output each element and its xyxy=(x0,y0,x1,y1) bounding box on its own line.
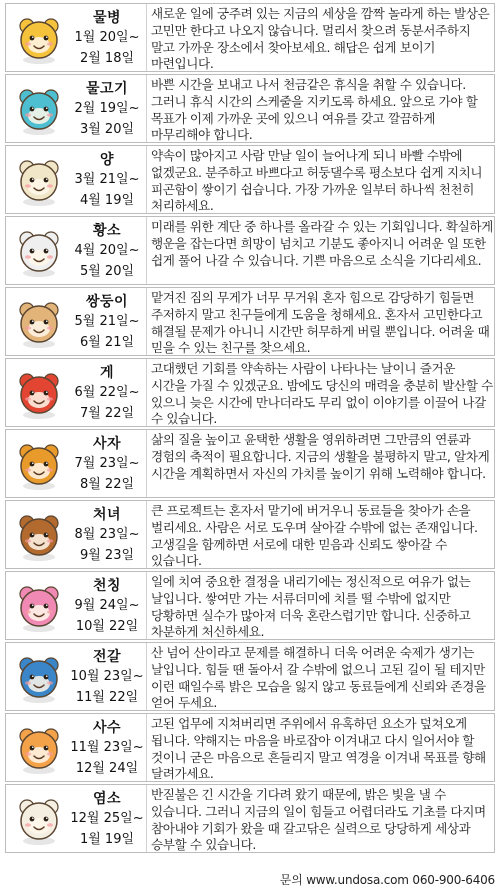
fortune-text: 고대했던 기회를 약속하는 사람이 나타나는 날이니 즐거운 시간을 가질 수 있겠군요. 밤에도 당신의 매력을 충분히 발산할 수 있으니 늦은 시간에 만나더라도 무리 없이 이야기를 이끌어 나갈 수 있습니다. xyxy=(151,361,493,427)
date-end: 7월 22일 xyxy=(79,406,135,421)
sign-header xyxy=(6,572,147,639)
horoscope-table xyxy=(5,3,495,855)
sign-header xyxy=(6,430,147,497)
sign-name: 처녀 xyxy=(92,507,122,523)
fortune-text: 미래를 위한 계단 중 하나를 올라갈 수 있는 기회입니다. 확실하게 행운을 잡는다면 희망이 넘치고 기분도 좋아지니 어려운 일 또한 쉽게 풀어 나갈 수 있습니다. 기쁜 마음으로 소식을 기다리세요. xyxy=(151,219,493,268)
aries-character-icon xyxy=(12,154,66,208)
date-start: 5월 21일~ xyxy=(74,314,140,329)
sign-header xyxy=(6,217,147,284)
date-end: 6월 21일 xyxy=(79,335,135,350)
sign-row-cancer xyxy=(5,358,495,427)
date-end: 5월 20일 xyxy=(79,264,135,279)
sign-header xyxy=(6,714,147,781)
sign-row-aries xyxy=(5,145,495,214)
pisces-character-icon xyxy=(12,83,66,137)
sign-row-libra xyxy=(5,571,495,640)
sign-row-taurus xyxy=(5,216,495,285)
date-start: 8월 23일~ xyxy=(74,527,140,542)
fortune-text: 산 넘어 산이라고 문제를 해결하니 더욱 어려운 숙제가 생기는 날입니다. 힘들 땐 돌아서 갈 수밖에 없으니 고된 길이 될 테지만 이런 때일수록 밝은 모습을 잃지 않고 동료들에게 신뢰와 존경을 얻어 두세요. xyxy=(151,645,486,711)
date-end: 4월 19일 xyxy=(79,193,135,208)
date-start: 6월 22일~ xyxy=(74,385,140,400)
sign-header xyxy=(6,643,147,710)
date-end: 9월 23일 xyxy=(79,548,135,563)
date-start: 3월 21일~ xyxy=(74,172,140,187)
sign-row-gemini xyxy=(5,287,495,356)
date-start: 12월 25일~ xyxy=(70,811,144,826)
sign-row-leo xyxy=(5,429,495,498)
date-end: 12월 24일 xyxy=(75,761,139,776)
date-end: 8월 22일 xyxy=(79,477,135,492)
date-end: 2월 18일 xyxy=(79,51,135,66)
sign-header xyxy=(6,359,147,426)
sign-name: 사수 xyxy=(92,720,122,736)
sign-name: 물병 xyxy=(92,10,122,26)
sign-row-capricorn xyxy=(5,784,495,853)
fortune-text: 고된 업무에 지쳐버리면 주위에서 유혹하던 요소가 덮쳐오게 됩니다. 약해지는 마음을 바로잡아 이겨내고 다시 일어서야 할 것이니 굳은 마음으로 흔들리지 말고 역경을 이겨내 목표를 향해 달려가세요. xyxy=(151,716,486,782)
sagittarius-character-icon xyxy=(12,722,66,776)
date-start: 11월 23일~ xyxy=(70,740,144,755)
fortune-text: 삶의 질을 높이고 윤택한 생활을 영위하려면 그만큼의 연륜과 경험의 축적이 필요합니다. 지금의 생활을 불평하지 말고, 알차게 시간을 계획하면서 자신의 가치를 높이기 위해 노력해야 합니다. xyxy=(151,432,490,481)
date-start: 2월 19일~ xyxy=(74,101,140,116)
date-start: 1월 20일~ xyxy=(74,30,140,45)
cancer-character-icon xyxy=(12,367,66,421)
sign-row-sagittarius xyxy=(5,713,495,782)
date-end: 1월 19일 xyxy=(79,832,135,847)
sign-name: 사자 xyxy=(92,436,122,452)
taurus-character-icon xyxy=(12,225,66,279)
sign-header xyxy=(6,785,147,852)
sign-header xyxy=(6,75,147,142)
date-start: 9월 24일~ xyxy=(74,598,140,613)
sign-name: 전갈 xyxy=(92,649,122,665)
sign-row-virgo xyxy=(5,500,495,569)
fortune-text: 새로운 일에 궁주려 있는 지금의 세상을 깜짝 놀라게 하는 발상은 고민만 한다고 나오지 않습니다. 멀리서 찾으려 동분서주하지 말고 가까운 장소에서 찾아보세요. 해답은 쉽게 보이기 마련입니다. xyxy=(151,6,490,72)
sign-row-scorpio xyxy=(5,642,495,711)
leo-character-icon xyxy=(12,438,66,492)
sign-header xyxy=(6,4,147,71)
sign-name: 염소 xyxy=(92,791,122,807)
sign-name: 황소 xyxy=(92,223,122,239)
sign-row-pisces xyxy=(5,74,495,143)
fortune-text: 약속이 많아지고 사람 만날 일이 늘어나게 되니 바빨 수밖에 없겠군요. 분주하고 바쁘다고 허둥댈수록 평소보다 쉽게 지치니 피곤함이 쌓이기 쉽습니다. 가장 가까운 일부터 하나씩 천천히 처리하세요. xyxy=(151,148,483,214)
sign-header xyxy=(6,501,147,568)
sign-name: 양 xyxy=(99,152,115,168)
sign-row-aquarius xyxy=(5,3,495,72)
date-start: 10월 23일~ xyxy=(70,669,144,684)
capricorn-character-icon xyxy=(12,793,66,847)
fortune-text: 반짇불은 긴 시간을 기다려 왔기 때문에, 밝은 빛을 낼 수 있습니다. 그러니 지금의 일이 힘들고 어렵더라도 기초를 다지며 참아내야 기회가 왔을 때 갈고닦은 실력으로 당당하게 세상과 승부할 수 있습니다. xyxy=(151,787,486,853)
sign-name: 천칭 xyxy=(92,578,122,594)
fortune-text: 큰 프로젝트는 혼자서 맡기에 버거우니 동료들을 찾아가 손을 벌리세요. 사람은 서로 도우며 살아갈 수밖에 없는 존재입니다. 고생길을 함께하면 서로에 대한 믿음과 신뢰도 쌓아갈 수 있습니다. xyxy=(151,503,478,569)
fortune-text: 맡겨진 짐의 무게가 너무 무거워 혼자 힘으로 감당하기 힘들면 주저하지 말고 친구들에게 도움을 청해세요. 혼자서 고민한다고 해결될 문제가 아니니 시간만 허무하게 버릴 뿐입니다. 어려울 때 믿을 수 있는 친구를 찾으세요. xyxy=(151,290,490,356)
sign-header xyxy=(6,288,147,355)
fortune-text: 일에 치여 중요한 결정을 내리기에는 정신적으로 여유가 없는 날입니다. 쌓여만 가는 서류더미에 치를 떨 수밖에 없지만 당황하면 실수가 많아져 더욱 혼란스럽기만 합니다. 신중하고 차분하게 처신하세요. xyxy=(151,574,471,640)
fortune-text: 바쁜 시간을 보내고 나서 천금같은 휴식을 취할 수 있습니다. 그러니 휴식 시간의 스케줄을 지키도록 하세요. 앞으로 가야 할 목표가 이제 가까운 곳에 있으니 여유를 갖고 깔끔하게 마무리해야 합니다. xyxy=(151,77,478,143)
sign-header xyxy=(6,146,147,213)
gemini-character-icon xyxy=(12,296,66,350)
aquarius-character-icon xyxy=(12,12,66,66)
sign-name: 물고기 xyxy=(85,81,129,97)
libra-character-icon xyxy=(12,580,66,634)
virgo-character-icon xyxy=(12,509,66,563)
sign-name: 쌍둥이 xyxy=(85,294,129,310)
date-start: 4월 20일~ xyxy=(74,243,140,258)
contact-credit: 문의 www.undosa.com 060-900-6406 xyxy=(279,873,495,887)
date-end: 3월 20일 xyxy=(79,122,135,137)
date-end: 10월 22일 xyxy=(75,619,139,634)
scorpio-character-icon xyxy=(12,651,66,705)
date-end: 11월 22일 xyxy=(75,690,139,705)
sign-name: 게 xyxy=(99,365,115,381)
date-start: 7월 23일~ xyxy=(74,456,140,471)
